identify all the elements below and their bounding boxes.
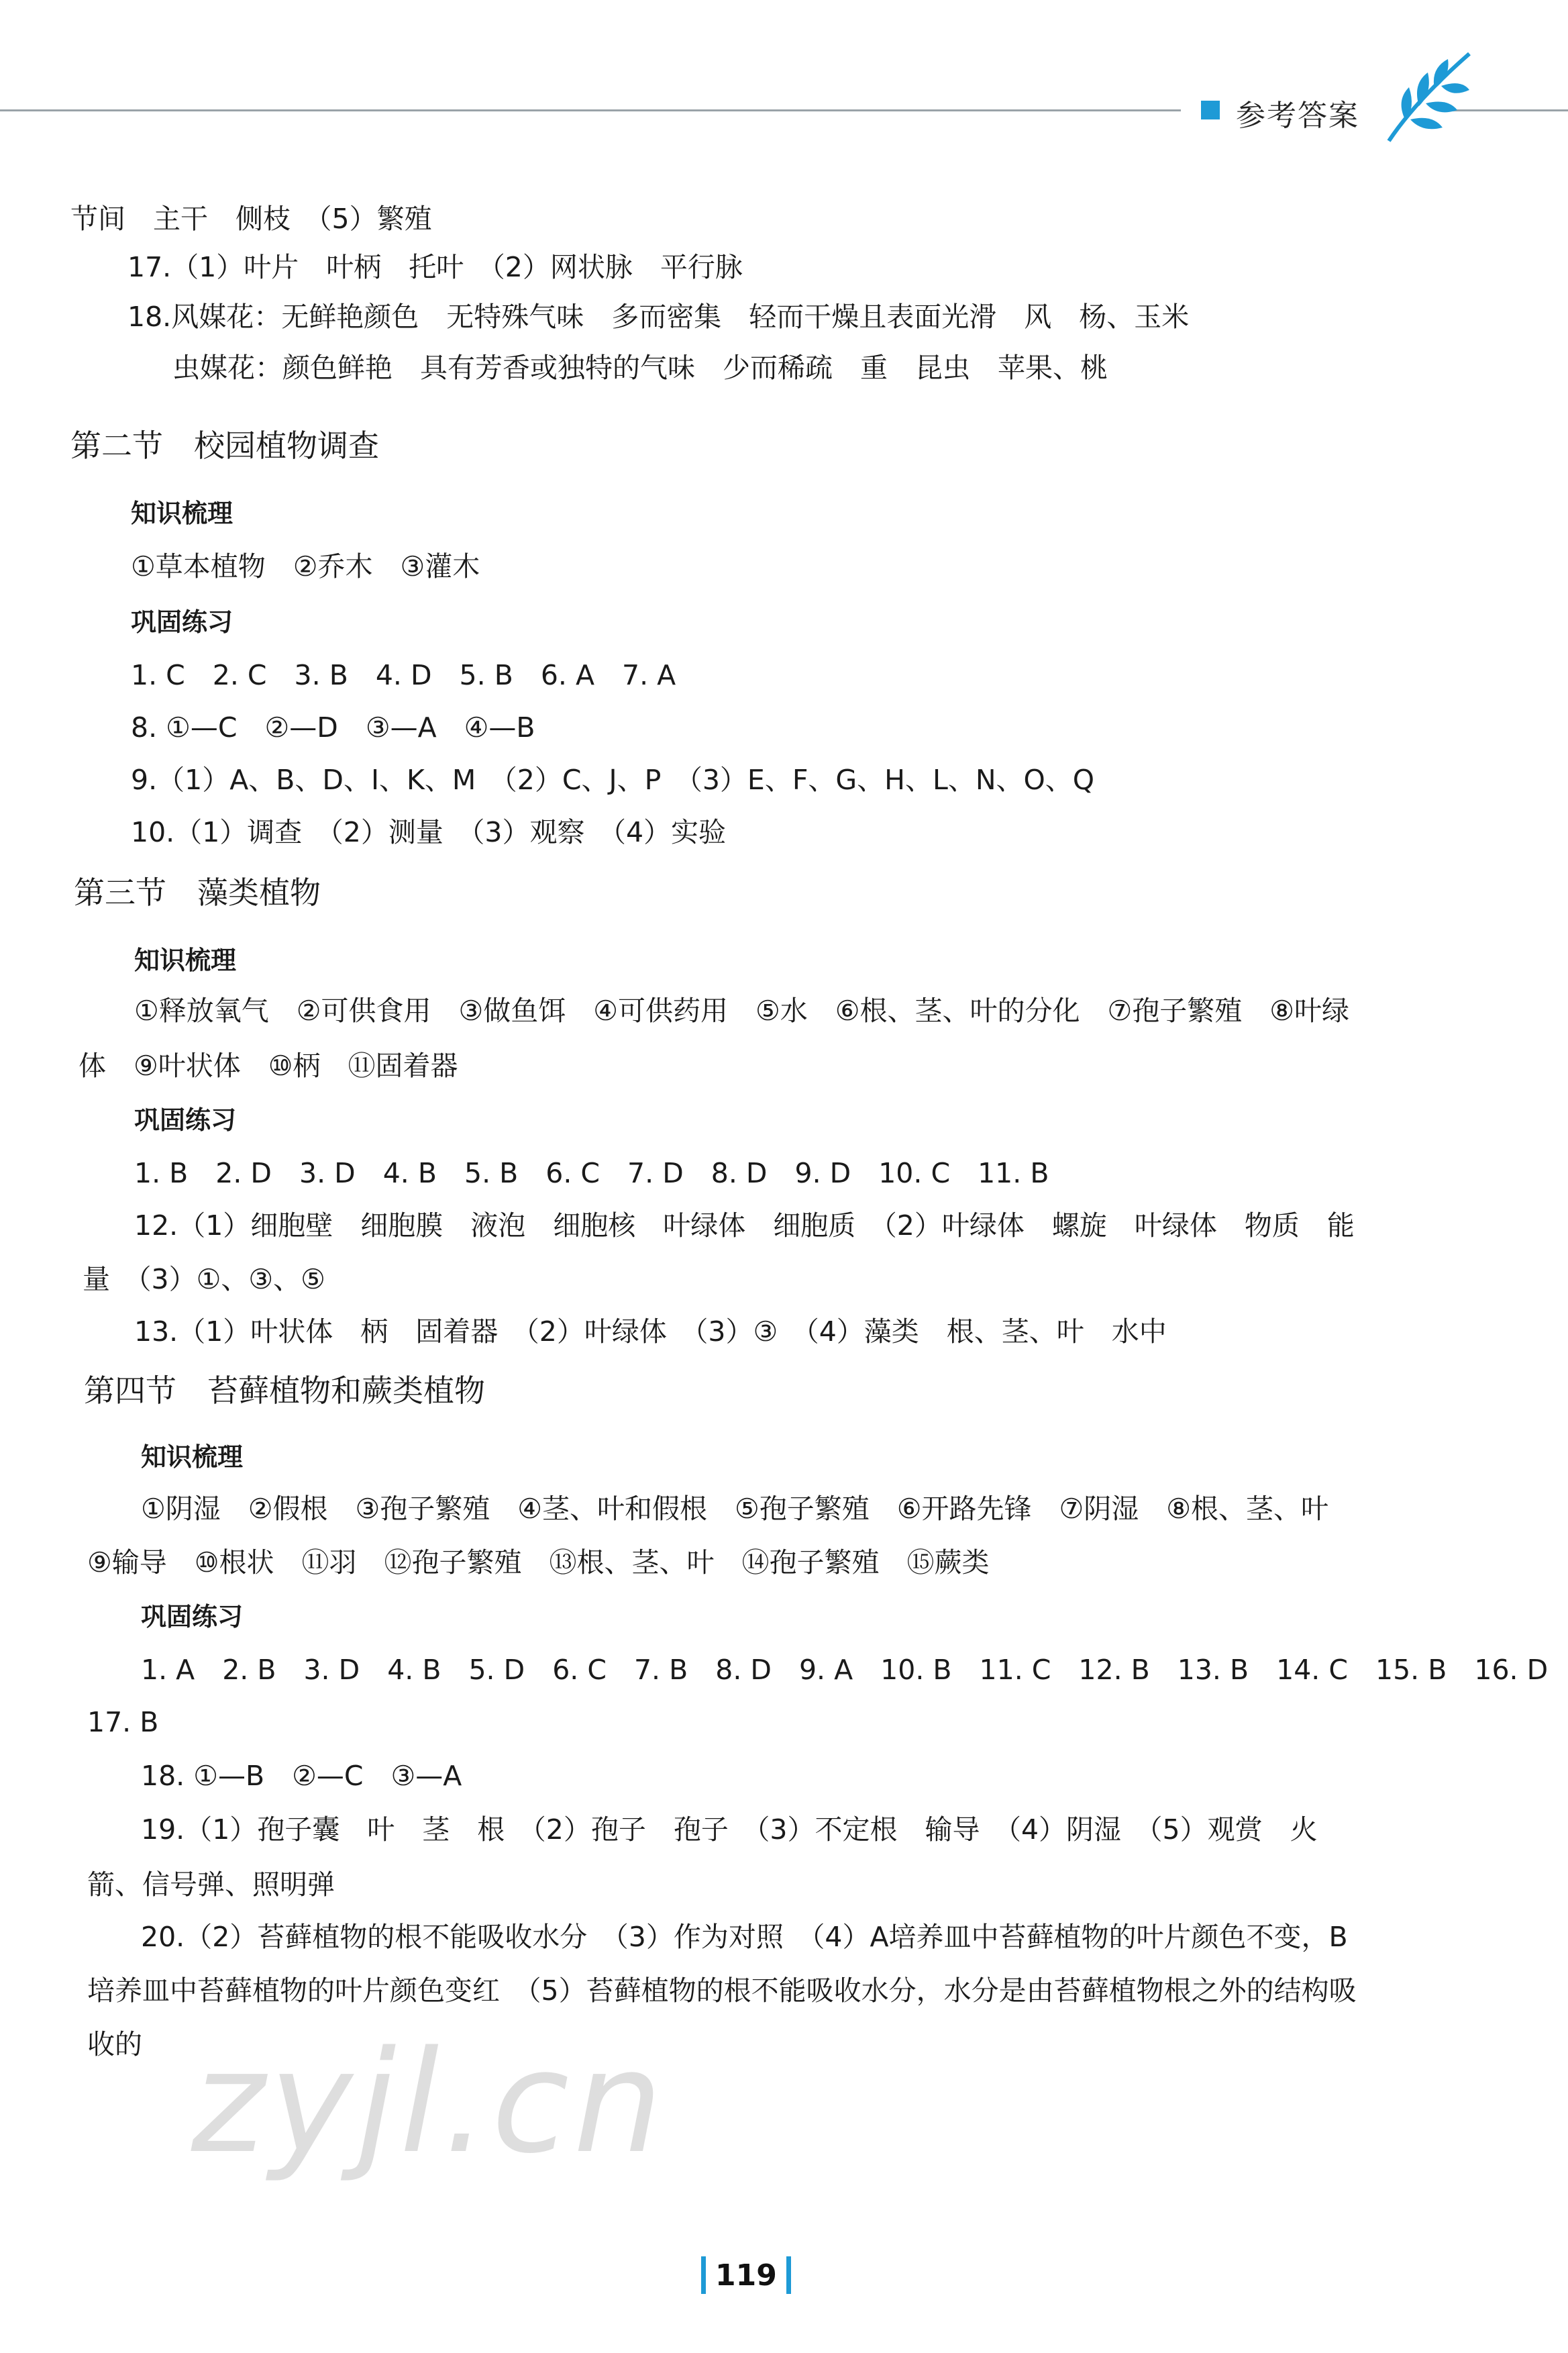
answer-line: ①阴湿 ②假根 ③孢子繁殖 ④茎、叶和假根 ⑤孢子繁殖 ⑥开路先锋 ⑦阴湿 ⑧根、茎、叶 [141, 1493, 1329, 1525]
page-number: 119 [715, 2258, 777, 2293]
subsection-heading: 知识梳理 [131, 499, 233, 528]
answer-line: 体 ⑨叶状体 ⑩柄 ⑪固着器 [79, 1050, 458, 1082]
answer-line: ①草本植物 ②乔木 ③灌木 [131, 550, 480, 583]
answer-line: 13.（1）叶状体 柄 固着器 （2）叶绿体 （3）③ （4）藻类 根、茎、叶 水中 [134, 1315, 1167, 1348]
subsection-heading: 知识梳理 [141, 1442, 244, 1472]
subsection-heading: 巩固练习 [141, 1602, 244, 1632]
answer-line: 19.（1）孢子囊 叶 茎 根 （2）孢子 孢子 （3）不定根 输导 （4）阴湿 （5）观赏 火 [141, 1813, 1318, 1846]
answer-line: 节间 主干 侧枝 （5）繁殖 [70, 203, 432, 235]
answer-line: 17. B [87, 1706, 159, 1738]
answer-line: 培养皿中苔藓植物的叶片颜色变红 （5）苔藓植物的根不能吸收水分，水分是由苔藓植物根之外的结构吸 [87, 1974, 1357, 2007]
answer-line: 18.风媒花：无鲜艳颜色 无特殊气味 多而密集 轻而干燥且表面光滑 风 杨、玉米 [127, 301, 1190, 333]
answer-line: 1. B 2. D 3. D 4. B 5. B 6. C 7. D 8. D 9. D 10. C 11. B [134, 1157, 1049, 1189]
answer-line: 箭、信号弹、照明弹 [87, 1868, 335, 1901]
answer-line: 18. ①—B ②—C ③—A [141, 1760, 462, 1792]
section-heading: 第四节 苔藓植物和蕨类植物 [84, 1372, 485, 1409]
subsection-heading: 知识梳理 [134, 946, 237, 975]
page-bar-right [786, 2256, 791, 2294]
answer-line: ①释放氧气 ②可供食用 ③做鱼饵 ④可供药用 ⑤水 ⑥根、茎、叶的分化 ⑦孢子繁殖 ⑧叶绿 [134, 995, 1350, 1027]
answer-line: 收的 [87, 2028, 142, 2060]
answer-line: 17.（1）叶片 叶柄 托叶 （2）网状脉 平行脉 [127, 251, 743, 283]
answer-line: 9.（1）A、B、D、I、K、M （2）C、J、P （3）E、F、G、H、L、N、O、Q [131, 764, 1095, 796]
leaf-logo-icon [1375, 47, 1476, 148]
answer-line: 20.（2）苔藓植物的根不能吸收水分 （3）作为对照 （4）A培养皿中苔藓植物的叶片颜色不变，B [141, 1921, 1348, 1953]
section-heading: 第二节 校园植物调查 [70, 428, 379, 464]
header-bullet-icon [1201, 101, 1220, 119]
watermark: zyjl.cn [191, 2020, 667, 2185]
page-bar-left [701, 2256, 706, 2294]
answer-line: 8. ①—C ②—D ③—A ④—B [131, 711, 535, 744]
subsection-heading: 巩固练习 [131, 607, 233, 637]
section-heading: 第三节 藻类植物 [74, 874, 321, 911]
answer-line: 虫媒花：颜色鲜艳 具有芳香或独特的气味 少而稀疏 重 昆虫 苹果、桃 [172, 352, 1108, 384]
subsection-heading: 巩固练习 [134, 1105, 237, 1135]
header-title: 参考答案 [1236, 99, 1359, 133]
answer-line: 12.（1）细胞壁 细胞膜 液泡 细胞核 叶绿体 细胞质 （2）叶绿体 螺旋 叶绿体 物质 能 [134, 1209, 1355, 1242]
page-number-box [701, 2256, 791, 2294]
header-rule [0, 109, 1181, 111]
answer-line: 10.（1）调查 （2）测量 （3）观察 （4）实验 [131, 816, 727, 848]
answer-line: ⑨输导 ⑩根状 ⑪羽 ⑫孢子繁殖 ⑬根、茎、叶 ⑭孢子繁殖 ⑮蕨类 [87, 1546, 990, 1579]
answer-line: 1. A 2. B 3. D 4. B 5. D 6. C 7. B 8. D 9. A 10. B 11. C 12. B 13. B 14. C 15. B 16. D [141, 1654, 1549, 1686]
answer-line: 1. C 2. C 3. B 4. D 5. B 6. A 7. A [131, 659, 676, 691]
answer-line: 量 （3）①、③、⑤ [83, 1263, 325, 1295]
